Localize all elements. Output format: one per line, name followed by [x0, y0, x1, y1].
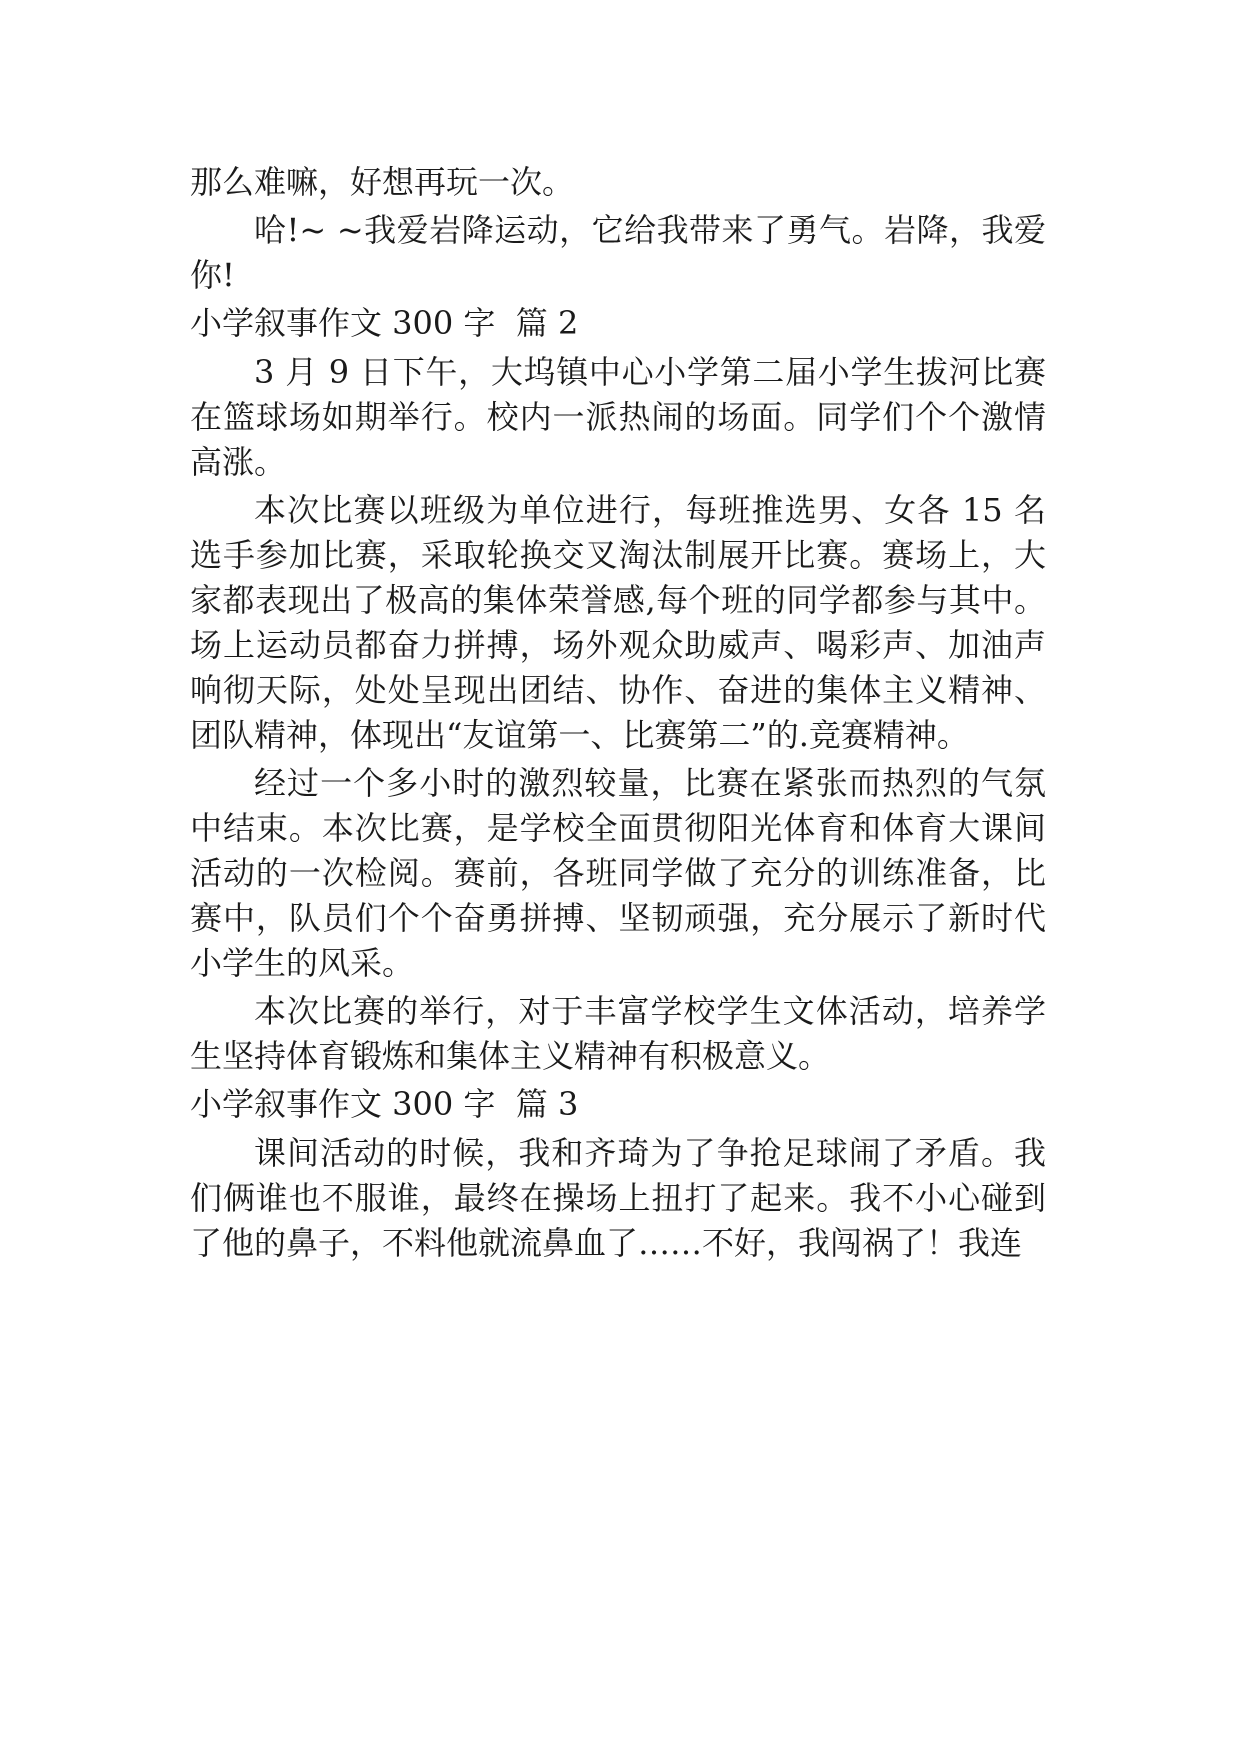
section-heading-2: 小学叙事作文 300 字 篇 2: [190, 304, 579, 343]
paragraph: 课间活动的时候，我和齐琦为了争抢足球闹了矛盾。我们俩谁也不服谁，最终在操场上扭打了起来。我不小心碰到了他的鼻子，不料他就流鼻血了……不好，我闯祸了！我连: [190, 1133, 1046, 1262]
document-body: [190, 160, 1046, 1269]
paragraph: 本次比赛的举行，对于丰富学校学生文体活动，培养学生坚持体育锻炼和集体主义精神有积极意义。: [190, 992, 1046, 1076]
paragraph-continued: 那么难嘛，好想再玩一次。: [190, 163, 575, 201]
paragraph: 哈!~ ~我爱岩降运动，它给我带来了勇气。岩降，我爱你!: [190, 211, 1046, 295]
section-heading-3: 小学叙事作文 300 字 篇 3: [190, 1085, 579, 1124]
paragraph: 3 月 9 日下午，大坞镇中心小学第二届小学生拔河比赛在篮球场如期举行。校内一派热闹的场面。同学们个个激情高涨。: [190, 352, 1046, 481]
paragraph: 本次比赛以班级为单位进行，每班推选男、女各 15 名选手参加比赛，采取轮换交叉淘汰制展开比赛。赛场上，大家都表现出了极高的集体荣誉感,每个班的同学都参与其中。场上运动员都奋力拼搏，场外观众助威声、喝彩声、加油声响彻天际，处处呈现出团结、协作、奋进的集体主义精神、团队精神，体现出“友谊第一、比赛第二”的.竞赛精神。: [190, 490, 1046, 754]
paragraph: 经过一个多小时的激烈较量，比赛在紧张而热烈的气氛中结束。本次比赛，是学校全面贯彻阳光体育和体育大课间活动的一次检阅。赛前，各班同学做了充分的训练准备，比赛中，队员们个个奋勇拼搏、坚韧顽强，充分展示了新时代小学生的风采。: [190, 763, 1046, 982]
